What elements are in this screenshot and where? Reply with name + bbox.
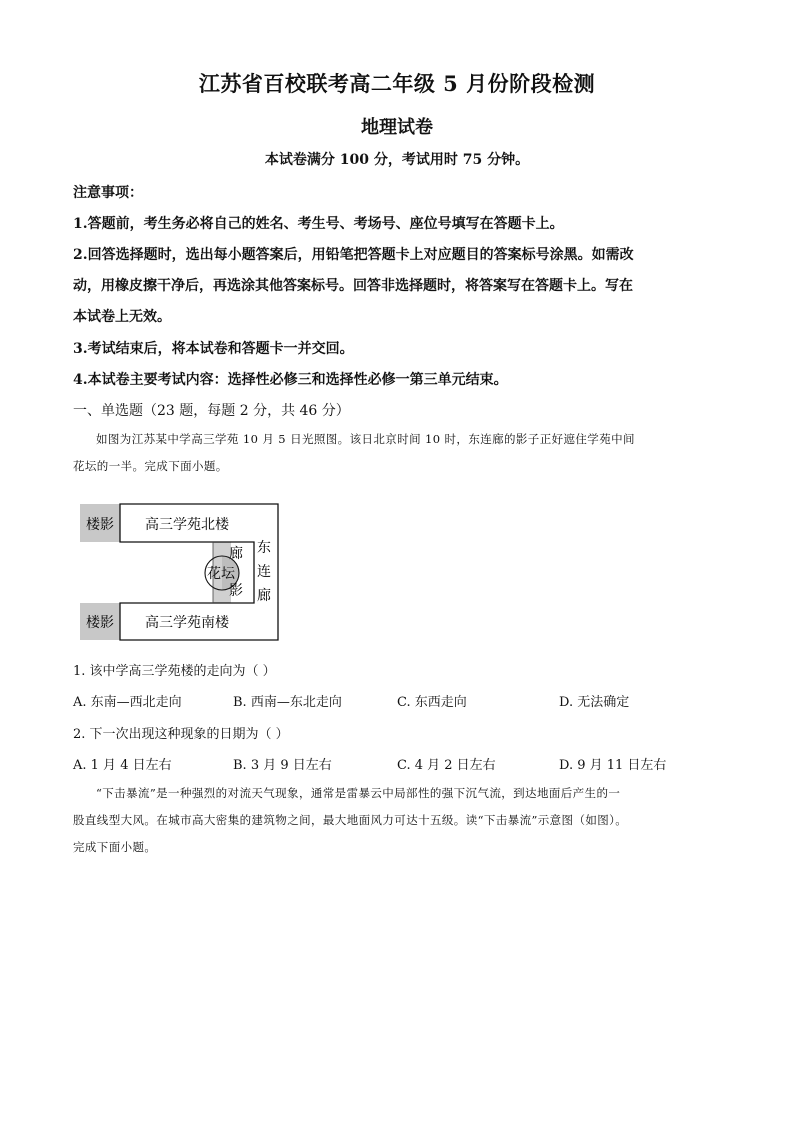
passage-2-line-2: 股直线型大风。在城市高大密集的建筑物之间，最大地面风力可达十五级。读“下击暴流”示意图（如图）。 [73, 813, 628, 827]
schoolyard-sunlight-diagram [78, 500, 283, 642]
question-2-option-b: B. 3 月 9 日左右 [233, 758, 332, 773]
exam-title: 江苏省百校联考高二年级 5 月份阶段检测 [198, 71, 596, 96]
south-shadow-label: 楼影 [86, 615, 114, 631]
question-2-option-a: A. 1 月 4 日左右 [73, 758, 172, 773]
question-1-option-a: A. 东南—西北走向 [73, 695, 182, 710]
question-1-option-c: C. 东西走向 [397, 695, 467, 710]
question-1-option-d: D. 无法确定 [559, 695, 630, 710]
exam-subtitle: 地理试卷 [361, 117, 433, 138]
corridor-char-1: 东 [257, 540, 271, 556]
question-1-stem: 1. 该中学高三学苑楼的走向为（ ） [73, 664, 276, 679]
question-2-option-d: D. 9 月 11 日左右 [559, 758, 667, 773]
south-building-label: 高三学苑南楼 [145, 615, 229, 631]
passage-2 [73, 780, 723, 861]
flowerbed-label: 花坛 [207, 566, 235, 582]
question-1-option-b: B. 西南—东北走向 [233, 695, 342, 710]
notes-heading: 注意事项： [73, 185, 143, 201]
north-building-label: 高三学苑北楼 [145, 517, 229, 533]
note-line-6: 4.本试卷主要考试内容：选择性必修三和选择性必修一第三单元结束。 [73, 372, 508, 388]
north-shadow-label: 楼影 [86, 517, 114, 533]
intro-line-2: 花坛的一半。完成下面小题。 [73, 459, 228, 473]
note-line-2: 2.回答选择题时，选出每小题答案后，用铅笔把答题卡上对应题目的答案标号涂黑。如需改 [73, 247, 634, 263]
note-line-5: 3.考试结束后，将本试卷和答题卡一并交回。 [73, 341, 354, 357]
note-line-3: 动，用橡皮擦干净后，再选涂其他答案标号。回答非选择题时，将答案写在答题卡上。写在 [73, 278, 633, 294]
question-2-stem: 2. 下一次出现这种现象的日期为（ ） [73, 727, 289, 742]
passage-2-line-1: “下击暴流”是一种强烈的对流天气现象，通常是雷暴云中局部性的强下沉气流，到达地面后产生的一 [96, 786, 621, 800]
corridor-char-3: 廊 [257, 588, 271, 604]
corridor-shadow-char-1: 廊 [229, 546, 243, 562]
corridor-shadow-char-2: 影 [229, 583, 243, 599]
question-intro [73, 426, 723, 480]
corridor-char-2: 连 [257, 564, 271, 580]
note-line-1: 1.答题前，考生务必将自己的姓名、考生号、考场号、座位号填写在答题卡上。 [73, 216, 564, 232]
intro-line-1: 如图为江苏某中学高三学苑 10 月 5 日光照图。该日北京时间 10 时，东连廊的影子正好遮住学苑中间 [96, 432, 635, 446]
score-info: 本试卷满分 100 分，考试用时 75 分钟。 [264, 152, 530, 168]
note-line-4: 本试卷上无效。 [73, 309, 171, 325]
passage-2-line-3: 完成下面小题。 [73, 840, 157, 854]
question-2-option-c: C. 4 月 2 日左右 [397, 758, 496, 773]
section-heading: 一、单选题（23 题，每题 2 分，共 46 分） [73, 403, 350, 419]
